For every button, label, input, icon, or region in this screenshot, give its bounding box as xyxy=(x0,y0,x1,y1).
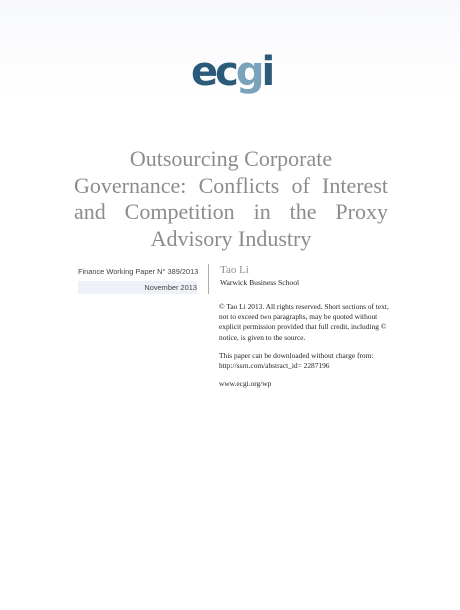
vertical-divider xyxy=(208,264,209,294)
download-text: This paper can be downloaded without charge from: xyxy=(219,350,374,360)
paper-title xyxy=(74,146,388,252)
author-block xyxy=(220,264,420,288)
website-link[interactable]: www.ecgi.org/wp xyxy=(219,379,272,389)
ecgi-logo: ecgi xyxy=(191,49,273,95)
title-line-3: and Competition in the Proxy xyxy=(74,199,388,224)
title-line-4: Advisory Industry xyxy=(150,225,312,251)
title-line-1: Outsourcing Corporate xyxy=(129,146,333,171)
author-affiliation: Warwick Business School xyxy=(220,278,300,287)
working-paper-number: Finance Working Paper N° 389/2013 xyxy=(78,267,199,276)
author-name: Tao Li xyxy=(220,264,249,276)
title-line-2: Governance: Conflicts of Interest xyxy=(74,172,388,198)
download-info xyxy=(219,351,394,371)
copyright-notice: © Tao Li 2013. All rights reserved. Short sections of text, not to exceed two paragraphs, may be quoted without explicit permission provided that full credit, including © notice, is given to the source. xyxy=(219,302,389,342)
publication-date: November 2013 xyxy=(78,281,197,294)
ssrn-link[interactable]: http://ssrn.com/abstract_id= 2287196 xyxy=(219,361,330,371)
notice-block xyxy=(219,302,394,397)
series-info xyxy=(78,266,197,294)
